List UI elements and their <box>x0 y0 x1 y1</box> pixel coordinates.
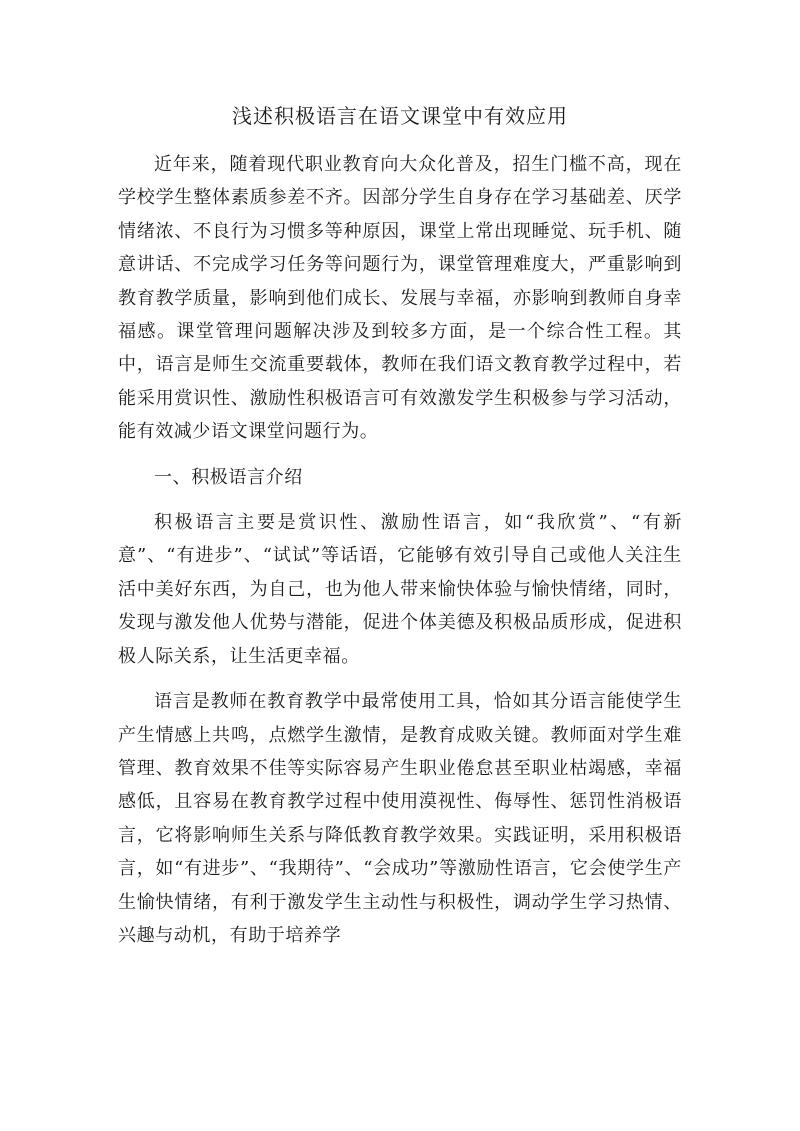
paragraph-intro: 近年来，随着现代职业教育向大众化普及，招生门槛不高，现在学校学生整体素质参差不齐。因部分学生自身存在学习基础差、厌学情绪浓、不良行为习惯多等种原因，课堂上常出现睡觉、玩手机、随意讲话、不完成学习任务等问题行为，课堂管理难度大，严重影响到教育教学质量，影响到他们成长、发展与幸福，亦影响到教师自身幸福感。课堂管理问题解决涉及到较多方面，是一个综合性工程。其中，语言是师生交流重要载体，教师在我们语文教育教学过程中，若能采用赏识性、激励性积极语言可有效激发学生积极参与学习活动，能有效减少语文课堂问题行为。 <box>118 154 682 443</box>
paragraph-positive-language-definition: 积极语言主要是赏识性、激励性语言，如“我欣赏”、“有新意”、“有进步”、“试试”等话语，它能够有效引导自己或他人关注生活中美好东西，为自己，也为他人带来愉快体验与愉快情绪，同时，发现与激发他人优势与潜能，促进个体美德及积极品质形成，促进积极人际关系，让生活更幸福。 <box>118 512 682 667</box>
paragraph-teacher-language: 语言是教师在教育教学中最常使用工具，恰如其分语言能使学生产生情感上共鸣，点燃学生激情，是教育成败关键。教师面对学生难管理、教育效果不佳等实际容易产生职业倦怠甚至职业枯竭感，幸福感低，且容易在教育教学过程中使用漠视性、侮辱性、惩罚性消极语言，它将影响师生关系与降低教育教学效果。实践证明，采用积极语言，如“有进步”、“我期待”、“会成功”等激励性语言，它会使学生产生愉快情绪，有利于激发学生主动性与积极性，调动学生学习热情、兴趣与动机，有助于培养学 <box>118 691 682 946</box>
section-heading-1: 一、积极语言介绍 <box>154 466 303 488</box>
document-title: 浅述积极语言在语文课堂中有效应用 <box>232 104 568 128</box>
document-page <box>118 96 682 952</box>
